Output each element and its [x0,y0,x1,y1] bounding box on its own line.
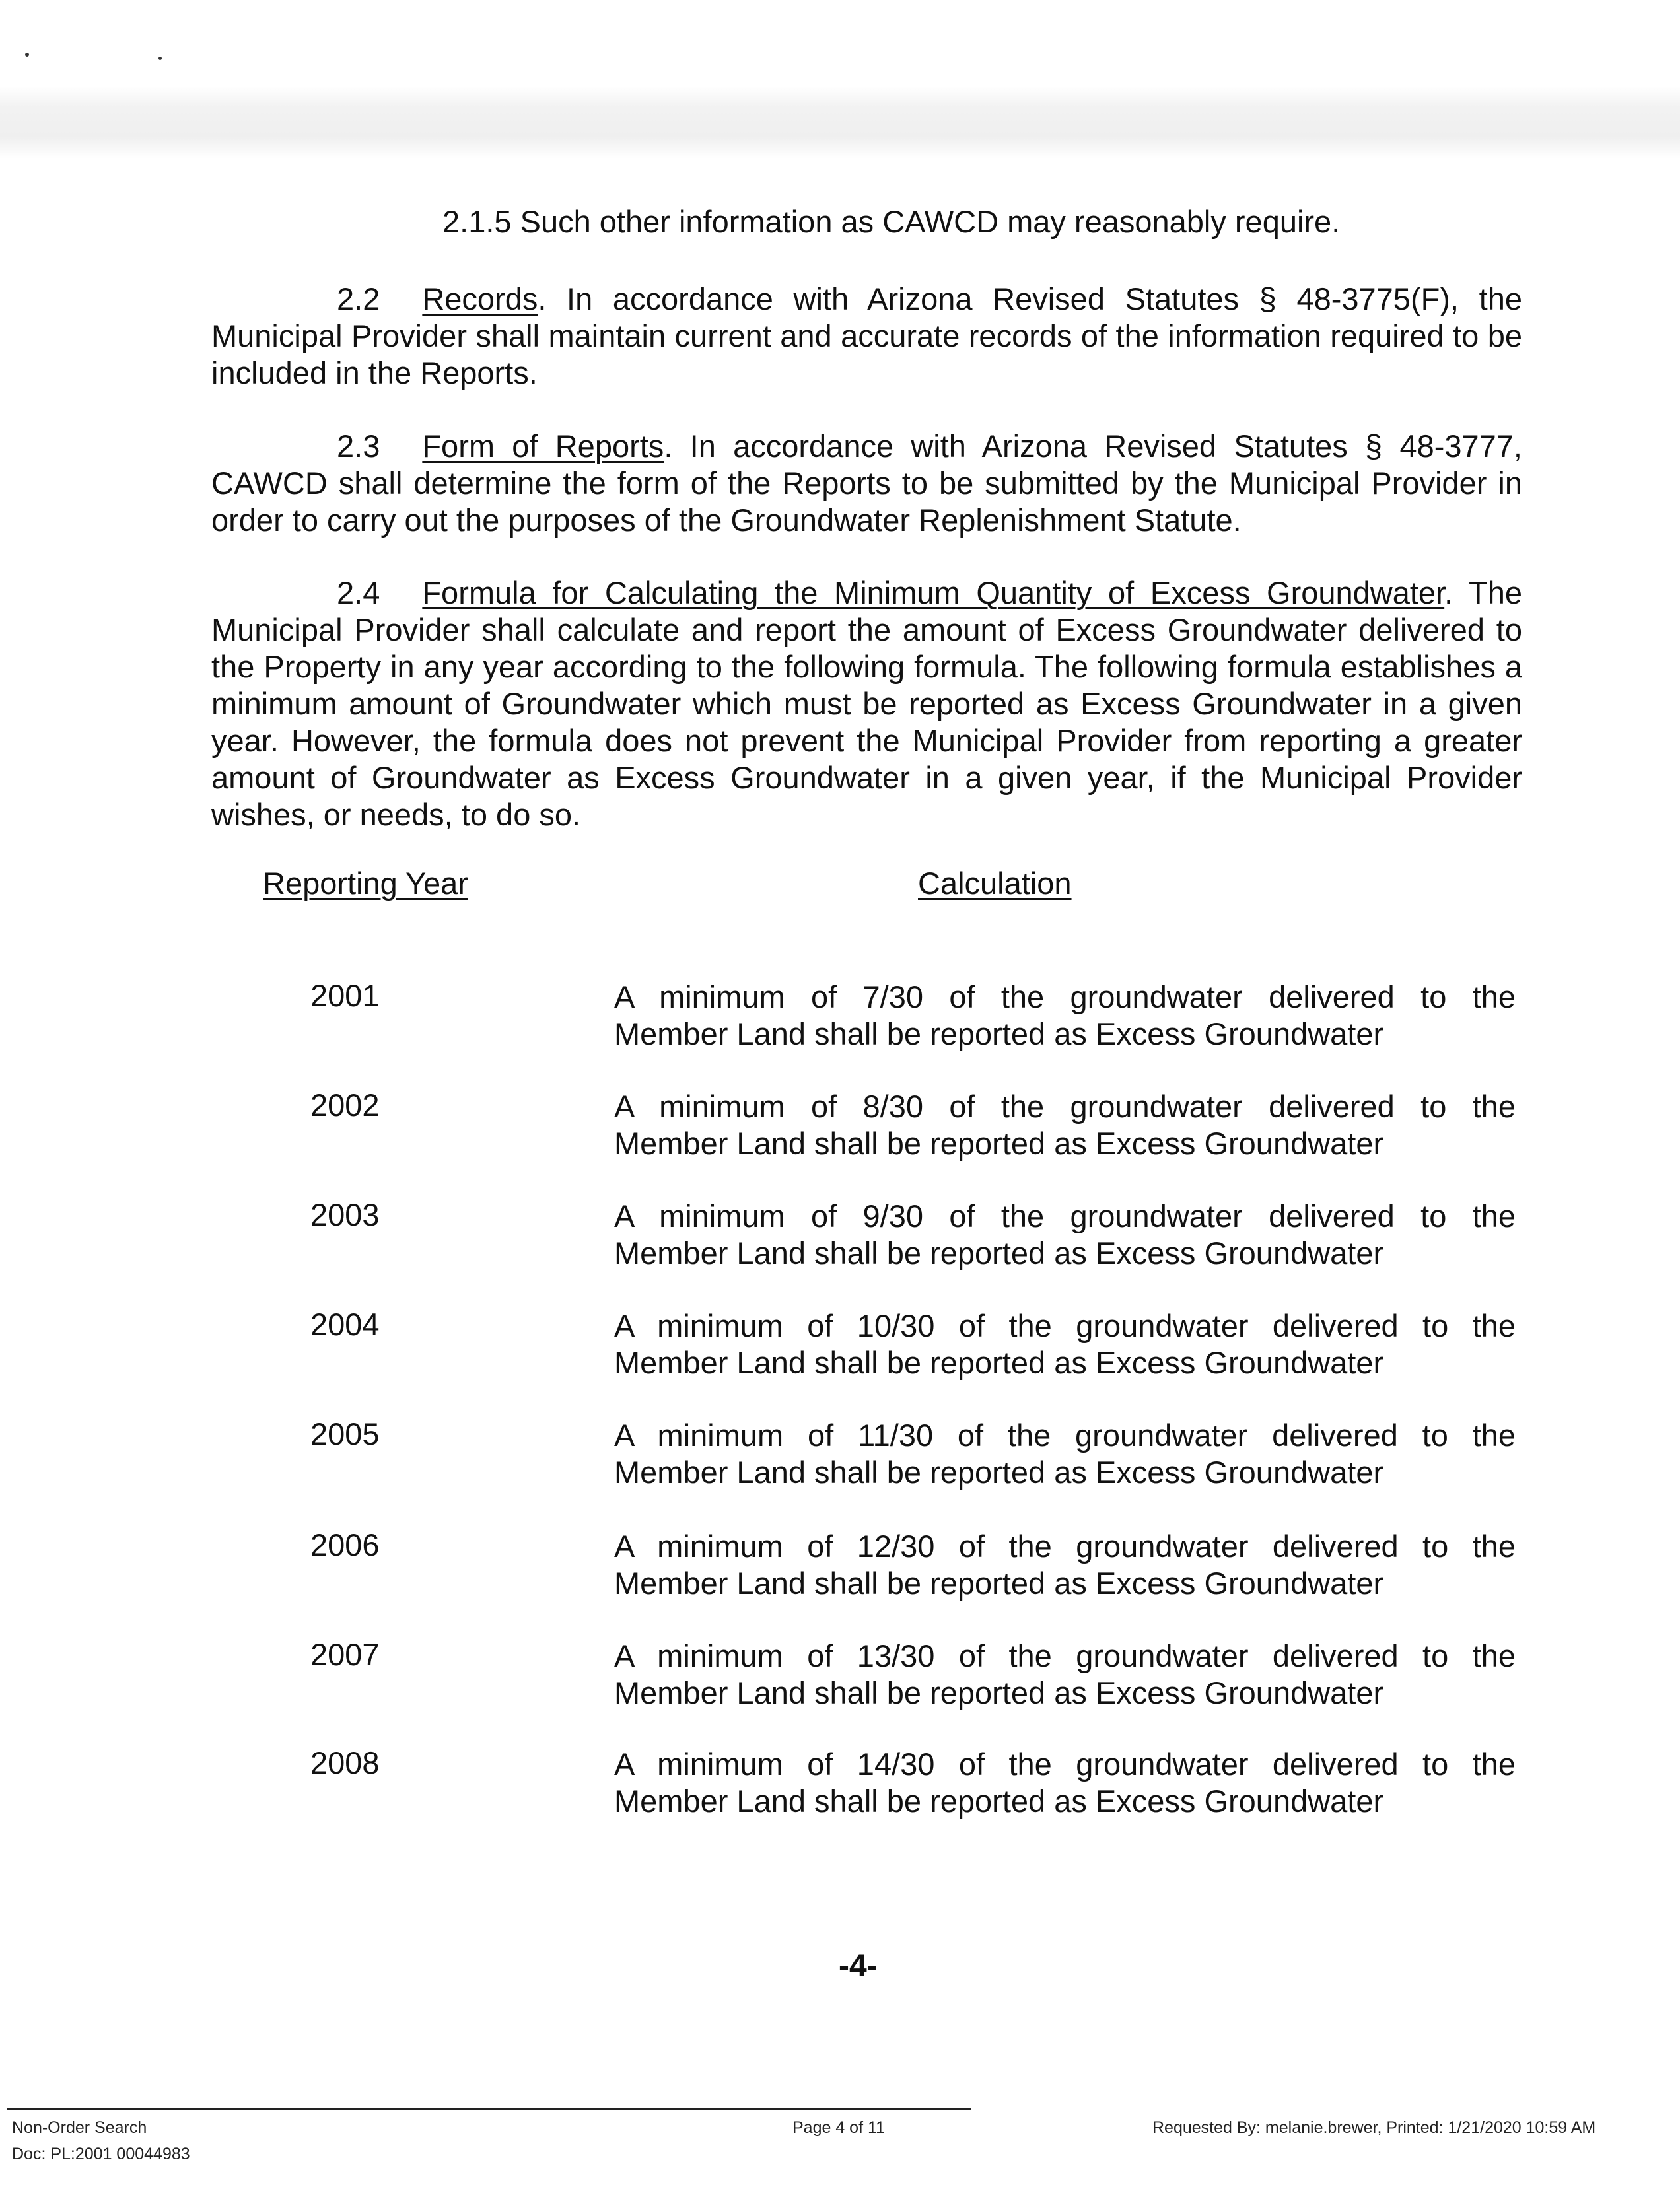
calculation: A minimum of 9/30 of the groundwater delivered to the Member Land shall be reported as Excess Groundwater [614,1198,1516,1270]
section-heading: Form of Reports [422,429,664,464]
section-heading: Records [422,281,538,316]
reporting-year: 2001 [310,978,380,1013]
page-number: -4- [839,1949,878,1984]
reporting-year: 2005 [310,1416,380,1451]
table-row [0,977,1680,1057]
column-header-calculation: Calculation [918,866,1072,901]
table-row [0,1306,1680,1385]
calculation: A minimum of 13/30 of the groundwater delivered to the Member Land shall be reported as Excess Groundwater [614,1638,1516,1710]
reporting-year: 2004 [310,1307,380,1342]
table-row [0,1745,1680,1824]
calculation: A minimum of 7/30 of the groundwater delivered to the Member Land shall be reported as Excess Groundwater [614,979,1516,1051]
section-number: 2.3 [337,429,380,464]
section-2-3 [211,428,1522,539]
calculation: A minimum of 10/30 of the groundwater delivered to the Member Land shall be reported as Excess Groundwater [614,1308,1516,1380]
calculation: A minimum of 14/30 of the groundwater delivered to the Member Land shall be reported as Excess Groundwater [614,1747,1516,1819]
footer-doc-id: Doc: PL:2001 00044983 [12,2145,190,2163]
section-2-2 [211,281,1522,392]
clause-2-1-5: 2.1.5 Such other information as CAWCD may reasonably require. [442,204,1341,239]
reporting-year: 2002 [310,1088,380,1123]
table-row [0,1087,1680,1166]
calculation: A minimum of 12/30 of the groundwater delivered to the Member Land shall be reported as Excess Groundwater [614,1529,1516,1601]
section-heading: Formula for Calculating the Minimum Quantity of Excess Groundwater [422,575,1445,610]
calculation: A minimum of 8/30 of the groundwater delivered to the Member Land shall be reported as Excess Groundwater [614,1089,1516,1161]
section-number: 2.2 [337,281,380,316]
section-2-4 [211,574,1522,833]
column-header-reporting-year: Reporting Year [263,866,468,901]
table-row [0,1527,1680,1606]
footer-requested-by: Requested By: melanie.brewer, Printed: 1/21/2020 10:59 AM [1152,2118,1596,2137]
reporting-year: 2008 [310,1745,380,1780]
section-number: 2.4 [337,575,380,610]
section-body: . The Municipal Provider shall calculate and report the amount of Excess Groundwater delivered to the Property in any year according to the following formula. The following formula establishes a minimum amount of Groundwater which must be reported as Excess Groundwater in a given year. However, the formula does not prevent the Municipal Provider from reporting a greater amount of Groundwater as Excess Groundwater in a given year, if the Municipal Provider wishes, or needs, to do so. [211,575,1522,832]
calculation: A minimum of 11/30 of the groundwater delivered to the Member Land shall be reported as Excess Groundwater [614,1418,1516,1490]
table-row [0,1197,1680,1276]
footer-search-type: Non-Order Search [12,2118,147,2137]
footer-divider [7,2108,971,2110]
footer-page-of: Page 4 of 11 [792,2118,885,2137]
reporting-year: 2007 [310,1637,380,1672]
reporting-year: 2006 [310,1527,380,1562]
section-body: . In accordance with Arizona Revised Statutes § 48-3775(F), the Municipal Provider shall maintain current and accurate records of the information required to be included in the Reports. [211,281,1522,390]
reporting-year: 2003 [310,1197,380,1232]
table-row [0,1636,1680,1716]
table-row [0,1416,1680,1495]
section-body: . In accordance with Arizona Revised Statutes § 48-3777, CAWCD shall determine the form of the Reports to be submitted by the Municipal Provider in order to carry out the purposes of the Groundwater Replenishment Statute. [211,429,1522,538]
